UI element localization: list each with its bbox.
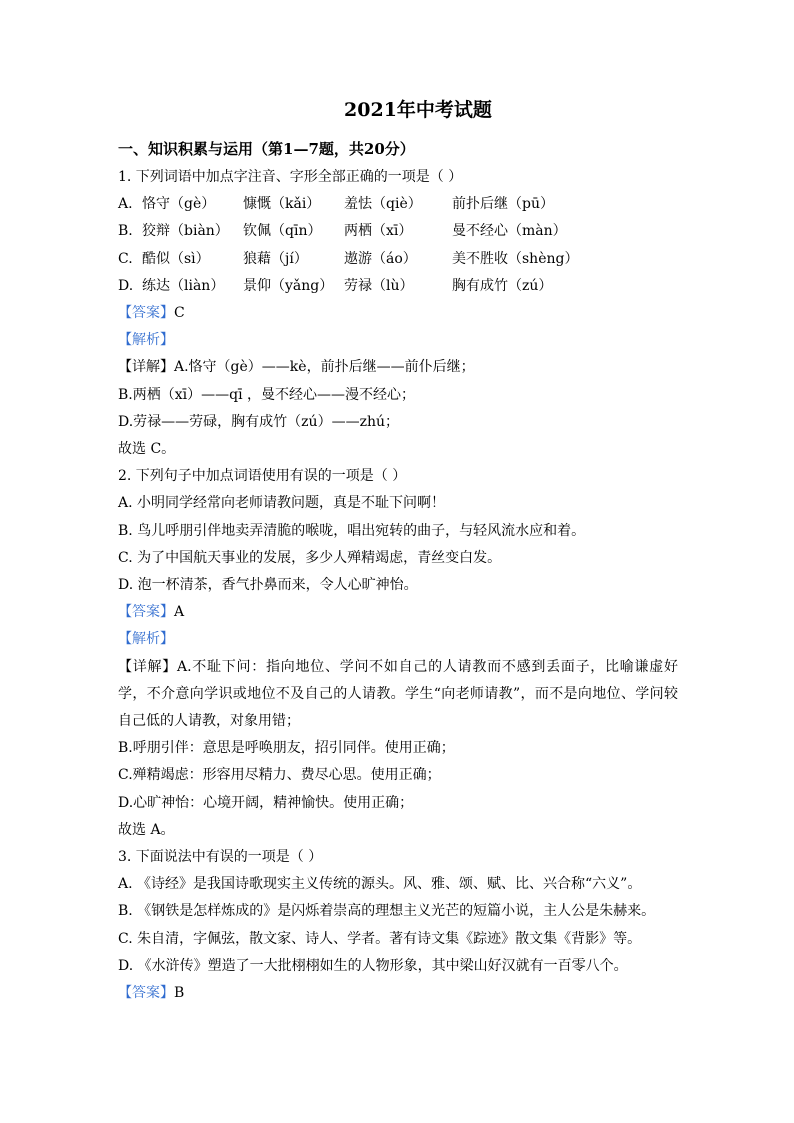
question-2-analysis-label: 【解析】 <box>118 631 174 648</box>
question-2-detail: 【详解】A.不耻下问：指向地位、学问不如自己的人请教而不感到丢面子，比喻谦虚好学，不介意向学识或地位不及自己的人请教。学生“向老师请教”，而不是向地位、学问较自己低的人请教，对象用错； <box>118 658 679 730</box>
question-1-analysis-label: 【解析】 <box>118 332 174 349</box>
question-1-detail: 【详解】A.恪守（gè）——kè，前扑后继——前仆后继； <box>118 359 475 376</box>
question-3 <box>118 844 678 1007</box>
question-3-stem: 3. 下面说法中有误的一项是（ ） <box>118 849 323 866</box>
question-3-option-d: D. 《水浒传》塑造了一大批栩栩如生的人物形象，其中梁山好汉就有一百零八个。 <box>118 957 628 974</box>
question-1 <box>118 164 678 463</box>
question-3-option-a: A. 《诗经》是我国诗歌现实主义传统的源头。风、雅、颂、赋、比、兴合称“六义”。 <box>118 876 642 893</box>
question-1-option-c: C. 酷似（sì） 狼藉（jí） 遨游（áo） 美不胜收（shèng） <box>118 250 579 267</box>
question-1-option-b: B. 狡辩（biàn） 钦佩（qīn） 两栖（xī） 曼不经心（màn） <box>118 223 567 240</box>
question-3-option-c: C. 朱自清，字佩弦，散文家、诗人、学者。著有诗文集《踪迹》散文集《背影》等。 <box>118 930 642 947</box>
question-1-detail-line: B.两栖（xī）——qī ，曼不经心——漫不经心； <box>118 386 416 403</box>
question-1-stem: 1. 下列词语中加点字注音、字形全部正确的一项是（ ） <box>118 169 463 185</box>
page-title: 2021年中考试题 <box>344 99 492 121</box>
question-2 <box>118 463 678 844</box>
question-2-detail-line: D.心旷神怡：心境开阔，精神愉快。使用正确； <box>118 794 414 811</box>
question-1-detail-line: D.劳禄——劳碌，胸有成竹（zú）——zhú； <box>118 413 399 430</box>
question-2-conclusion: 故选 A。 <box>118 821 175 838</box>
question-1-option-a: A. 恪守（gè） 慷慨（kǎi） 羞怯（qiè） 前扑后继（pū） <box>118 196 554 213</box>
question-2-option-c: C. 为了中国航天事业的发展，多少人殚精竭虑，青丝变白发。 <box>118 549 502 566</box>
question-3-option-b: B. 《钢铁是怎样炼成的》是闪烁着崇高的理想主义光芒的短篇小说，主人公是朱赫来。 <box>118 903 656 920</box>
question-3-answer: 【答案】B <box>118 985 185 1002</box>
question-2-answer: 【答案】A <box>118 604 185 621</box>
question-2-detail-line: C.殚精竭虑：形容用尽精力、费尽心思。使用正确； <box>118 767 441 784</box>
question-2-detail-line: B.呼朋引伴：意思是呼唤朋友，招引同伴。使用正确； <box>118 740 455 757</box>
question-2-stem: 2. 下列句子中加点词语使用有误的一项是（ ） <box>118 468 407 485</box>
document-page <box>118 96 678 1007</box>
question-1-answer: 【答案】C <box>118 305 185 322</box>
section-heading: 一、知识积累与运用（第1—7题，共20分） <box>118 140 415 158</box>
question-1-option-d: D. 练达（liàn） 景仰（yǎng） 劳禄（lù） 胸有成竹（zú） <box>118 277 553 294</box>
question-2-option-a: A. 小明同学经常向老师请教问题，真是不耻下问啊！ <box>118 495 446 512</box>
question-2-option-b: B. 鸟儿呼朋引伴地卖弄清脆的喉咙，唱出宛转的曲子，与轻风流水应和着。 <box>118 522 586 539</box>
question-1-conclusion: 故选 C。 <box>118 441 176 458</box>
question-2-option-d: D. 泡一杯清茶，香气扑鼻而来，令人心旷神怡。 <box>118 577 418 594</box>
